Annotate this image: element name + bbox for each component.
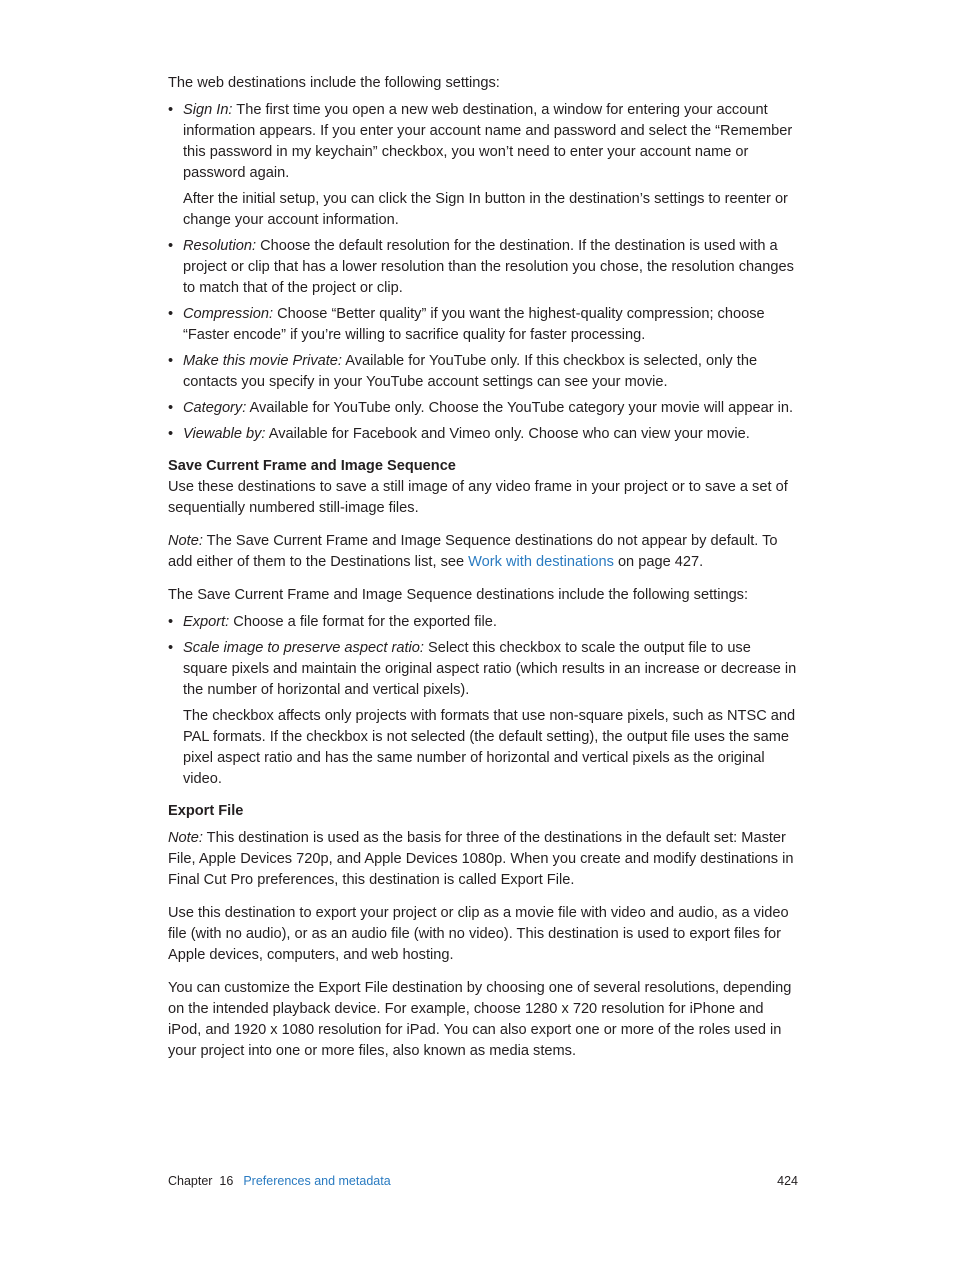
setting-subtext: After the initial setup, you can click the Sign In button in the destination’s settings to reenter or change your account information.	[183, 191, 788, 228]
setting-term: Export:	[183, 614, 230, 630]
save-frame-settings-list	[168, 612, 798, 790]
bullet: •	[168, 400, 174, 416]
bullet: •	[168, 426, 174, 442]
export-file-note	[168, 828, 798, 891]
bullet: •	[168, 614, 174, 630]
work-with-destinations-link[interactable]: Work with destinations	[468, 554, 614, 570]
note-label: Note:	[168, 533, 203, 549]
note-text: This destination is used as the basis for three of the destinations in the default set: Master File, Apple Devices 720p, and Apple Devices 1080p. When you create and modify destinations in Final Cut Pro preferences, this destination is called Export File.	[168, 830, 794, 888]
setting-term: Make this movie Private:	[183, 353, 342, 369]
list-item	[168, 236, 798, 299]
list-item	[168, 638, 798, 790]
list-item	[168, 304, 798, 346]
bullet: •	[168, 306, 174, 322]
setting-term: Category:	[183, 400, 247, 416]
note-text: The Save Current Frame and Image Sequence destinations do not appear by default. To add either of them to the Destinations list, see	[168, 533, 778, 570]
list-item	[168, 398, 798, 419]
setting-text: Choose “Better quality” if you want the highest-quality compression; choose “Faster encode” if you’re willing to sacrifice quality for faster processing.	[183, 306, 765, 343]
list-item	[168, 612, 798, 633]
setting-term: Scale image to preserve aspect ratio:	[183, 640, 424, 656]
setting-text: Available for YouTube only. If this checkbox is selected, only the contacts you specify in your YouTube account settings can see your movie.	[183, 353, 758, 390]
chapter-label: Chapter 16	[168, 1174, 234, 1188]
save-frame-description: Use these destinations to save a still image of any video frame in your project or to save a set of sequentially numbered still-image files.	[168, 479, 788, 516]
list-item	[168, 424, 798, 445]
note-label: Note:	[168, 830, 203, 846]
setting-text: Choose the default resolution for the destination. If the destination is used with a project or clip that has a lower resolution than the resolution you chose, the resolution changes to match that of the project or clip.	[183, 238, 794, 296]
export-file-paragraph: Use this destination to export your project or clip as a movie file with video and audio, as a video file (with no audio), or as an audio file (with no video). This destination is used to export files for Apple devices, computers, and web hosting.	[168, 905, 789, 963]
chapter-title-link[interactable]: Preferences and metadata	[243, 1174, 391, 1188]
section-heading-export-file: Export File	[168, 803, 244, 819]
save-frame-settings-intro: The Save Current Frame and Image Sequence destinations include the following settings:	[168, 587, 749, 603]
export-file-paragraph: You can customize the Export File destination by choosing one of several resolutions, depending on the intended playback device. For example, choose 1280 x 720 resolution for iPhone and iPod, and 1920 x 1080 resolution for iPad. You can also export one or more of the roles used in your project into one or more files, also known as media stems.	[168, 980, 792, 1059]
bullet: •	[168, 640, 174, 656]
setting-term: Viewable by:	[183, 426, 266, 442]
list-item	[168, 100, 798, 231]
page-footer	[168, 1172, 798, 1190]
page-number: 424	[777, 1174, 798, 1188]
setting-term: Resolution:	[183, 238, 257, 254]
list-item	[168, 351, 798, 393]
bullet: •	[168, 102, 174, 118]
bullet: •	[168, 238, 174, 254]
setting-text: The first time you open a new web destination, a window for entering your account information appears. If you enter your account name and password and select the “Remember this password in my keychain” checkbox, you won’t need to enter your account name or password again.	[183, 102, 793, 181]
page-content	[168, 73, 798, 1074]
web-settings-intro: The web destinations include the following settings:	[168, 75, 500, 91]
web-settings-list	[168, 100, 798, 445]
setting-text: Available for YouTube only. Choose the YouTube category your movie will appear in.	[246, 400, 794, 416]
setting-text: Available for Facebook and Vimeo only. Choose who can view your movie.	[265, 426, 750, 442]
setting-text: Choose a file format for the exported file.	[229, 614, 497, 630]
save-frame-note	[168, 531, 798, 573]
note-text-after: on page 427.	[613, 554, 704, 570]
setting-term: Sign In:	[183, 102, 233, 118]
section-heading-save-frame: Save Current Frame and Image Sequence	[168, 458, 456, 474]
setting-text: Select this checkbox to scale the output file to use square pixels and maintain the original aspect ratio (which results in an increase or decrease in the number of horizontal and vertical pixels).	[183, 640, 797, 698]
setting-term: Compression:	[183, 306, 274, 322]
bullet: •	[168, 353, 174, 369]
setting-subtext: The checkbox affects only projects with formats that use non-square pixels, such as NTSC and PAL formats. If the checkbox is not selected (the default setting), the output file uses the same pixel aspect ratio and has the same number of horizontal and vertical pixels as the original video.	[183, 708, 796, 787]
